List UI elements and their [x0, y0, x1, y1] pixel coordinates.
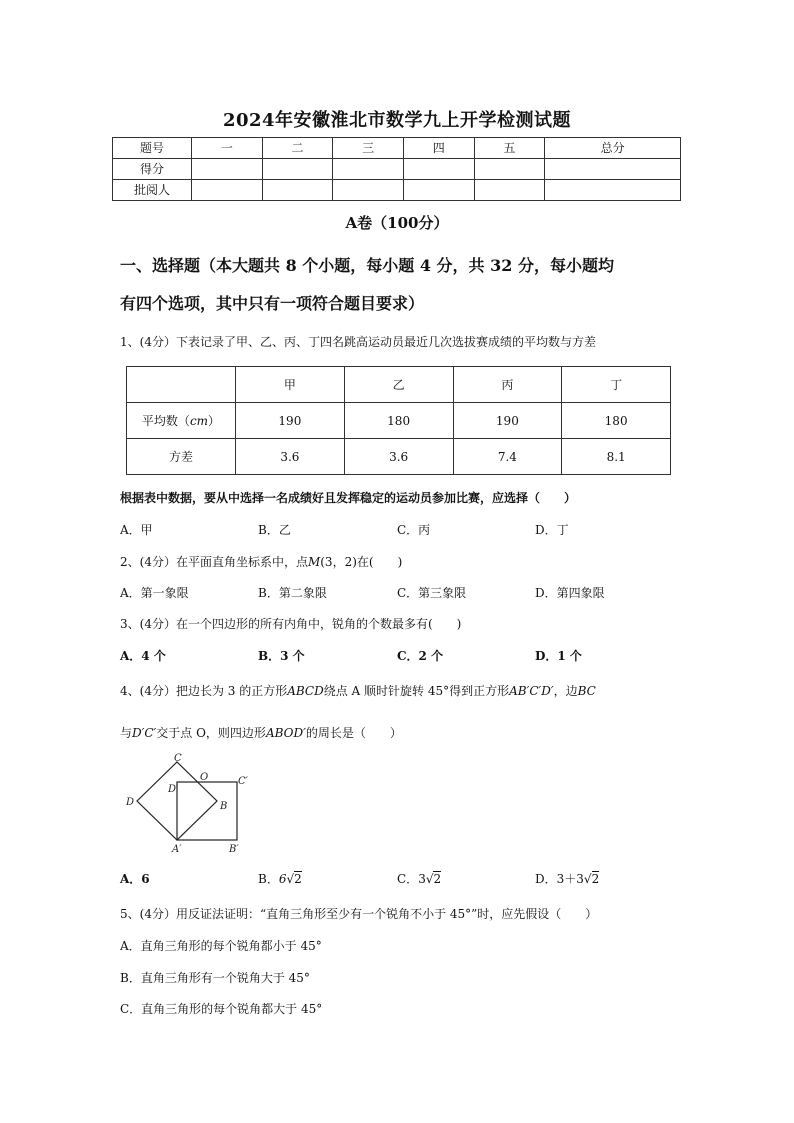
score-cell — [192, 159, 263, 180]
score-cell — [545, 159, 681, 180]
data-cell: 180 — [562, 403, 671, 439]
score-cell — [262, 180, 333, 201]
q4-option-b — [258, 873, 302, 885]
row-label-mean — [127, 403, 236, 439]
q1-option-d: D．丁 — [535, 523, 569, 537]
q1-option-a: A．甲 — [120, 523, 153, 537]
q4-option-c — [397, 873, 441, 885]
q5-option-c: C．直角三角形的每个锐角都大于 45° — [120, 1002, 323, 1016]
q3-option-d: D．1 个 — [535, 649, 582, 663]
data-cell: 190 — [453, 403, 562, 439]
score-cell — [474, 180, 545, 201]
score-header-cell: 总分 — [545, 138, 681, 159]
data-header-cell: 丙 — [453, 367, 562, 403]
data-cell: 3.6 — [344, 439, 453, 475]
option-letter: B． — [258, 872, 279, 886]
score-table-header-row — [113, 138, 681, 159]
data-header-cell: 乙 — [344, 367, 453, 403]
q4-text: 的周长是（ ） — [305, 726, 402, 740]
score-cell — [403, 159, 474, 180]
q2-point-m: M — [307, 555, 321, 569]
score-header-cell: 二 — [262, 138, 333, 159]
q4-square-rotated: AB′C′D′ — [509, 684, 554, 698]
question-4-figure — [120, 752, 260, 860]
score-header-cell: 一 — [192, 138, 263, 159]
q4-edge-bc: BC — [577, 684, 596, 698]
data-table-row-variance — [127, 439, 671, 475]
radicand: 2 — [294, 872, 302, 886]
data-cell: 180 — [344, 403, 453, 439]
q4-text: ，边 — [553, 684, 578, 698]
question-4-stem-line2 — [120, 727, 402, 739]
score-table — [112, 137, 681, 201]
score-cell — [403, 180, 474, 201]
q5-option-b: B．直角三角形有一个锐角大于 45° — [120, 971, 310, 985]
question-1-stem: 1、(4分）下表记录了甲、乙、丙、丁四名跳高运动员最近几次选拔赛成绩的平均数与方差 — [120, 335, 596, 349]
q4-quad-abod: ABOD′ — [265, 726, 306, 740]
question-5-stem: 5、(4分）用反证法证明：“直角三角形至少有一个锐角不小于 45°”时，应先假设（ ） — [120, 907, 598, 921]
label-a-prime: A′ — [172, 844, 182, 855]
q4-square-abcd: ABCD — [287, 684, 324, 698]
score-cell — [333, 180, 404, 201]
q4-option-d — [535, 873, 599, 885]
data-table-row-mean — [127, 403, 671, 439]
q4-text: 绕点 A 顺时针旋转 45°得到正方形 — [323, 684, 510, 698]
q4-edge-dc: D′C′ — [132, 726, 157, 740]
label-d-prime: D′ — [168, 784, 179, 795]
label-c-prime: C′ — [238, 776, 248, 787]
sqrt-symbol: √ — [425, 872, 434, 886]
radicand: 2 — [433, 872, 442, 886]
q2-stem-part: (3，2)在( ) — [320, 555, 403, 569]
data-cell: 7.4 — [453, 439, 562, 475]
q1-option-c: C．丙 — [397, 523, 431, 537]
section-heading-line1: 一、选择题（本大题共 8 个小题，每小题 4 分，共 32 分，每小题均 — [120, 256, 614, 275]
option-coef: 6 — [278, 872, 287, 886]
score-cell — [545, 180, 681, 201]
q2-option-a: A．第一象限 — [120, 586, 189, 600]
score-table-row — [113, 159, 681, 180]
sqrt-symbol: √ — [286, 872, 295, 886]
label-b-prime: B′ — [229, 844, 239, 855]
score-cell — [262, 159, 333, 180]
score-header-cell: 三 — [333, 138, 404, 159]
data-header-cell: 丁 — [562, 367, 671, 403]
q5-option-a: A．直角三角形的每个锐角都小于 45° — [120, 939, 322, 953]
label-d: D — [126, 797, 135, 808]
option-letter: D． — [535, 872, 557, 886]
score-header-cell: 四 — [403, 138, 474, 159]
q4-text: 交于点 O，则四边形 — [156, 726, 266, 740]
data-cell: 190 — [236, 403, 345, 439]
question-1-table — [126, 366, 671, 475]
row-label-variance: 方差 — [127, 439, 236, 475]
question-1-follow: 根据表中数据，要从中选择一名成绩好且发挥稳定的运动员参加比赛，应选择（ ） — [120, 491, 577, 505]
option-letter: C． — [397, 872, 419, 886]
section-heading-line2: 有四个选项，其中只有一项符合题目要求） — [120, 294, 425, 313]
q4-text: 与 — [120, 726, 133, 740]
label-c: C — [174, 753, 182, 764]
score-row-label: 批阅人 — [113, 180, 192, 201]
volume-heading: A卷（100分） — [345, 214, 449, 232]
score-cell — [192, 180, 263, 201]
question-4-stem-line1 — [120, 685, 596, 697]
q4-text: 4、(4分）把边长为 3 的正方形 — [120, 684, 288, 698]
score-cell — [474, 159, 545, 180]
exam-title: 2024年安徽淮北市数学九上开学检测试题 — [222, 110, 572, 131]
data-table-header-row — [127, 367, 671, 403]
score-row-label: 得分 — [113, 159, 192, 180]
label-b: B — [220, 801, 228, 812]
q2-option-b: B．第二象限 — [258, 586, 327, 600]
row-label-close: ） — [208, 414, 221, 428]
data-header-cell: 甲 — [236, 367, 345, 403]
score-header-cell: 五 — [474, 138, 545, 159]
q4-option-a: A．6 — [120, 872, 150, 886]
option-coef: 3 — [418, 872, 426, 886]
q2-option-d: D．第四象限 — [535, 586, 605, 600]
q3-option-a: A．4 个 — [120, 649, 166, 663]
label-o: O — [200, 772, 209, 783]
q2-stem-part: 2、(4分）在平面直角坐标系中，点 — [120, 555, 308, 569]
score-header-cell: 题号 — [113, 138, 192, 159]
unit-cm: cm — [189, 414, 209, 428]
score-cell — [333, 159, 404, 180]
q3-option-c: C．2 个 — [397, 649, 444, 663]
row-label-text: 平均数（ — [141, 414, 190, 428]
q2-option-c: C．第三象限 — [397, 586, 467, 600]
data-header-cell — [127, 367, 236, 403]
sqrt-symbol: √ — [583, 872, 592, 886]
score-table-row — [113, 180, 681, 201]
q3-option-b: B．3 个 — [258, 649, 305, 663]
question-2-stem — [120, 556, 402, 568]
data-cell: 3.6 — [236, 439, 345, 475]
option-expr: 3＋3 — [556, 872, 584, 886]
radicand: 2 — [591, 872, 600, 886]
question-3-stem: 3、(4分）在一个四边形的所有内角中，锐角的个数最多有( ) — [120, 617, 462, 631]
q1-option-b: B．乙 — [258, 523, 291, 537]
data-cell: 8.1 — [562, 439, 671, 475]
